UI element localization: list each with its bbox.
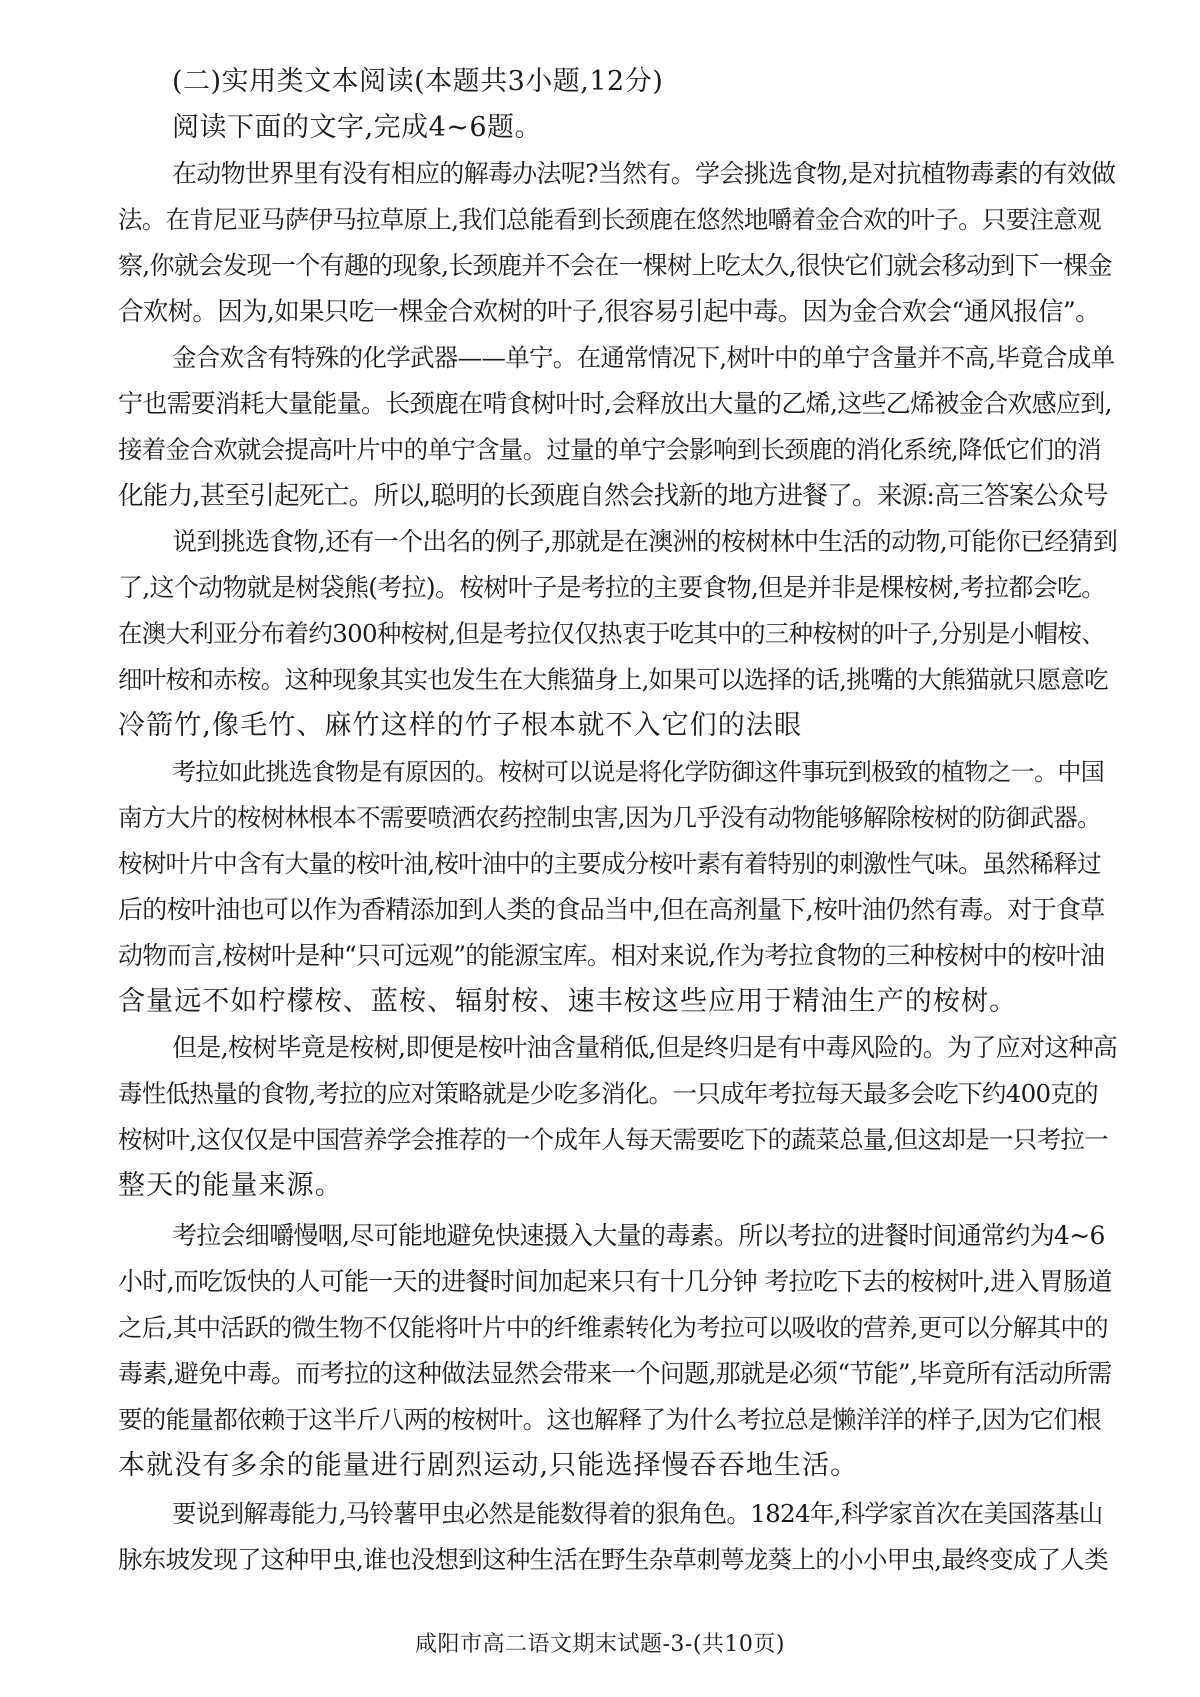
paragraph-line: 法。在肯尼亚马萨伊马拉草原上,我们总能看到长颈鹿在悠然地嚼着金合欢的叶子。只要注意观 — [118, 205, 1101, 234]
paragraph-line: 要的能量都依赖于这半斤八两的桉树叶。这也解释了为什么考拉总是懒洋洋的样子,因为它们根 — [118, 1405, 1101, 1434]
paragraph-line: 考拉会细嚼慢咽,尽可能地避免快速摄入大量的毒素。所以考拉的进餐时间通常约为4~6 — [172, 1221, 1105, 1250]
paragraph-line: 察,你就会发现一个有趣的现象,长颈鹿并不会在一棵树上吃太久,很快它们就会移动到下一棵金 — [118, 251, 1112, 280]
paragraph-line: 宁也需要消耗大量能量。长颈鹿在啃食树叶时,会释放出大量的乙烯,这些乙烯被金合欢感应到, — [118, 389, 1112, 418]
paragraph-line: 在澳大利亚分布着约300种桉树,但是考拉仅仅热衷于吃其中的三种桉树的叶子,分别是小帽桉、 — [118, 619, 1106, 648]
paragraph-line: 细叶桉和赤桉。这种现象其实也发生在大熊猫身上,如果可以选择的话,挑嘴的大熊猫就只愿意吃 — [118, 665, 1108, 694]
paragraph-line: 毒性低热量的食物,考拉的应对策略就是少吃多消化。一只成年考拉每天最多会吃下约400克的 — [118, 1079, 1098, 1108]
paragraph-line: 后的桉叶油也可以作为香精添加到人类的食品当中,但在高剂量下,桉叶油仍然有毒。对于食草 — [118, 895, 1105, 924]
paragraph-line: 了,这个动物就是树袋熊(考拉)。桉树叶子是考拉的主要食物,但是并非是棵桉树,考拉都会吃。 — [118, 573, 1106, 602]
paragraph-line: 在动物世界里有没有相应的解毒办法呢?当然有。学会挑选食物,是对抗植物毒素的有效做 — [172, 159, 1116, 188]
paragraph-line: 化能力,甚至引起死亡。所以,聪明的长颈鹿自然会找新的地方进餐了。来源:高三答案公众号 — [118, 481, 1108, 511]
instruction: 阅读下面的文字,完成4~6题。 — [172, 112, 543, 143]
paragraph-line: 南方大片的桉树林根本不需要喷洒农药控制虫害,因为几乎没有动物能够解除桉树的防御武器。 — [118, 803, 1101, 832]
paragraph-line: 金合欢含有特殊的化学武器——单宁。在通常情况下,树叶中的单宁含量并不高,毕竟合成单 — [172, 343, 1115, 372]
paragraph-line: 桉树叶片中含有大量的桉叶油,桉叶油中的主要成分桉叶素有着特别的刺激性气味。虽然稀释过 — [118, 849, 1101, 878]
paragraph-line: 要说到解毒能力,马铃薯甲虫必然是能数得着的狠角色。1824年,科学家首次在美国落基山 — [172, 1499, 1103, 1528]
paragraph-line: 整天的能量来源。 — [118, 1170, 343, 1201]
section-title: (二)实用类文本阅读(本题共3小题,12分) — [172, 66, 664, 97]
paragraph-line: 冷箭竹,像毛竹、麻竹这样的竹子根本就不入它们的法眼 — [118, 710, 803, 741]
paragraph-line: 毒素,避免中毒。而考拉的这种做法显然会带来一个问题,那就是必须“节能”,毕竟所有活动所需 — [118, 1359, 1112, 1388]
paragraph-line: 桉树叶,这仅仅是中国营养学会推荐的一个成年人每天需要吃下的蔬菜总量,但这却是一只考拉一 — [118, 1125, 1108, 1154]
paragraph-line: 小时,而吃饭快的人可能一天的进餐时间加起来只有十几分钟 考拉吃下去的桉树叶,进入胃肠道 — [118, 1267, 1112, 1296]
paragraph-line: 之后,其中活跃的微生物不仅能将叶片中的纤维素转化为考拉可以吸收的营养,更可以分解其中的 — [118, 1313, 1108, 1342]
paragraph-line: 接着金合欢就会提高叶片中的单宁含量。过量的单宁会影响到长颈鹿的消化系统,降低它们的消 — [118, 435, 1101, 464]
paragraph-line: 本就没有多余的能量进行剧烈运动,只能选择慢吞吞地生活。 — [118, 1450, 859, 1481]
paragraph-line: 脉东坡发现了这种甲虫,谁也没想到这种生活在野生杂草刺萼龙葵上的小小甲虫,最终变成了人类 — [118, 1545, 1108, 1574]
paragraph-line: 动物而言,桉树叶是种“只可远观”的能源宝库。相对来说,作为考拉食物的三种桉树中的桉叶油 — [118, 941, 1105, 970]
paragraph-line: 含量远不如柠檬桉、蓝桉、辐射桉、速丰桉这些应用于精油生产的桉树。 — [118, 986, 1018, 1017]
page-footer: 咸阳市高二语文期末试题-3-(共10页) — [414, 1632, 786, 1657]
paragraph-line: 合欢树。因为,如果只吃一棵金合欢树的叶子,很容易引起中毒。因为金合欢会“通风报信”。 — [118, 297, 1100, 327]
paragraph-line: 考拉如此挑选食物是有原因的。桉树可以说是将化学防御这件事玩到极致的植物之一。中国 — [172, 758, 1104, 786]
paragraph-line: 但是,桉树毕竟是桉树,即便是桉叶油含量稍低,但是终归是有中毒风险的。为了应对这种高 — [172, 1033, 1118, 1062]
paragraph-line: 说到挑选食物,还有一个出名的例子,那就是在澳洲的桉树林中生活的动物,可能你已经猜到 — [172, 527, 1118, 556]
